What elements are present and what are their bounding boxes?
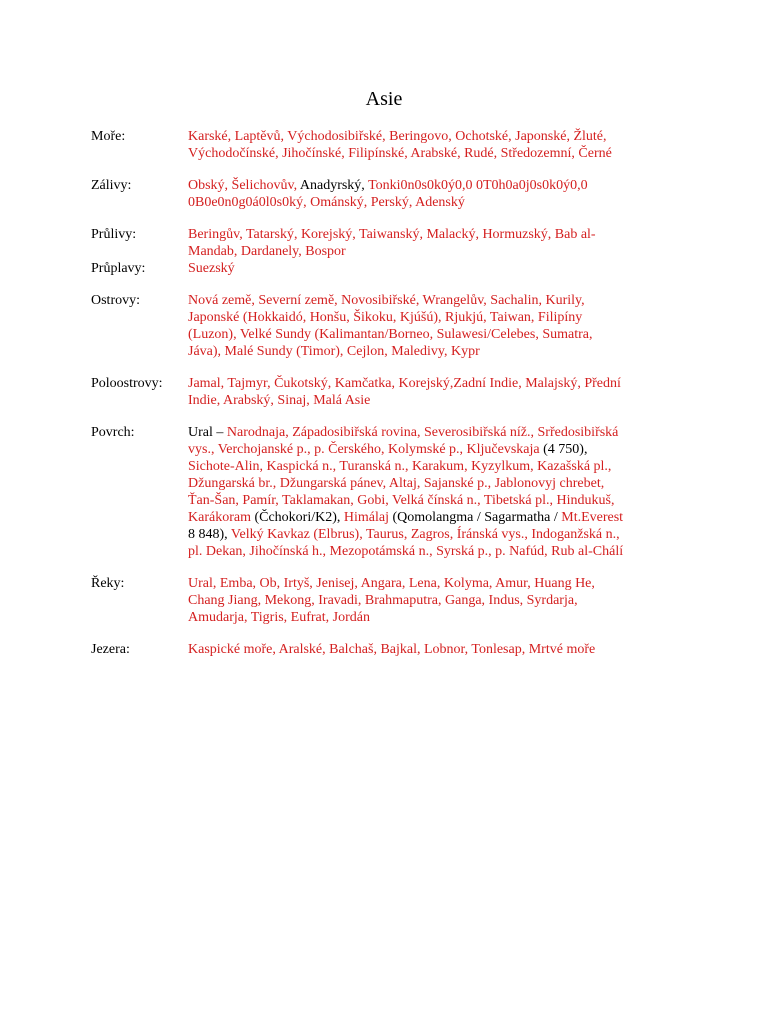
- content-line: [188, 375, 681, 392]
- content-line: [188, 575, 681, 592]
- highlighted-term: Mandab, Dardanely, Bospor: [188, 244, 346, 259]
- section-content: [188, 641, 681, 658]
- plain-text: Ural –: [188, 425, 227, 440]
- highlighted-term: Kaspické moře, Aralské, Balchaš, Bajkal, Lobnor, Tonlesap, Mrtvé moře: [188, 642, 596, 657]
- content-line: [188, 475, 681, 492]
- section-content: [188, 424, 681, 560]
- section-row: [91, 177, 681, 211]
- highlighted-term: Beringův, Tatarský, Korejský, Taiwanský, Malacký, Hormuzský, Bab al-: [188, 227, 596, 242]
- section-content: [188, 128, 681, 162]
- highlighted-term: Himálaj: [343, 510, 393, 525]
- highlighted-term: 0B0e0n0g0á0l0s0ký, Ománský, Perský, Adenský: [188, 195, 465, 210]
- content-line: [188, 641, 681, 658]
- content-line: [188, 177, 681, 194]
- content-line: [188, 309, 681, 326]
- plain-text: (Qomolangma / Sagarmatha /: [392, 510, 562, 525]
- highlighted-term: Amudarja, Tigris, Eufrat, Jordán: [188, 610, 370, 625]
- highlighted-term: Jáva), Malé Sundy (Timor), Cejlon, Maledivy, Kypr: [188, 344, 480, 359]
- content-line: [188, 424, 681, 441]
- section-row: [91, 226, 681, 260]
- content-line: [188, 260, 681, 277]
- section-content: [188, 575, 681, 626]
- section-row: [91, 641, 681, 658]
- section-row: [91, 424, 681, 560]
- section-content: [188, 292, 681, 360]
- content-line: [188, 145, 681, 162]
- content-line: [188, 292, 681, 309]
- highlighted-term: Ural, Emba, Ob, Irtyš, Jenisej, Angara, Lena, Kolyma, Amur, Huang He,: [188, 576, 595, 591]
- section-label: Zálivy:: [91, 178, 132, 193]
- highlighted-term: Suezský: [188, 261, 235, 276]
- content-line: [188, 194, 681, 211]
- highlighted-term: Sichote-Alin, Kaspická n., Turanská n., Karakum, Kyzylkum, Kazašská pl.,: [188, 459, 612, 474]
- section-row: [91, 260, 681, 277]
- section-label: Ostrovy:: [91, 293, 140, 308]
- section-row: [91, 128, 681, 162]
- sections-list: [91, 128, 681, 658]
- section-label: Moře:: [91, 129, 126, 144]
- plain-text: (Čchokori/K2),: [254, 510, 344, 525]
- highlighted-term: Džungarská br., Džungarská pánev, Altaj, Sajanské p., Jablonovyj chrebet,: [188, 476, 605, 491]
- highlighted-term: (Luzon), Velké Sundy (Kalimantan/Borneo, Sulawesi/Celebes, Sumatra,: [188, 327, 593, 342]
- highlighted-term: Jamal, Tajmyr, Čukotský, Kamčatka, Korejský,Zadní Indie, Malajský, Přední: [188, 376, 621, 391]
- highlighted-term: Narodnaja, Západosibiřská rovina, Severosibiřská níž., Srředosibiřská: [226, 425, 619, 440]
- content-line: [188, 441, 681, 458]
- section-content: [188, 260, 681, 277]
- highlighted-term: Chang Jiang, Mekong, Iravadi, Brahmaputra, Ganga, Indus, Syrdarja,: [188, 593, 578, 608]
- highlighted-term: Karákoram: [188, 510, 255, 525]
- content-line: [188, 226, 681, 243]
- section-label: Průplavy:: [91, 261, 146, 276]
- highlighted-term: Indie, Arabský, Sinaj, Malá Asie: [188, 393, 371, 408]
- plain-text: (4 750),: [543, 442, 588, 457]
- content-line: [188, 128, 681, 145]
- content-line: [188, 543, 681, 560]
- content-line: [188, 526, 681, 543]
- highlighted-term: Obský, Šelichovův,: [188, 178, 300, 193]
- content-line: [188, 326, 681, 343]
- content-line: [188, 609, 681, 626]
- plain-text: 8 848),: [188, 527, 231, 542]
- highlighted-term: Východočínské, Jihočínské, Filipínské, Arabské, Rudé, Středozemní, Černé: [188, 146, 612, 161]
- highlighted-term: Ťan-Šan, Pamír, Taklamakan, Gobi, Velká čínská n., Tibetská pl., Hindukuš,: [188, 493, 615, 508]
- section-label: Průlivy:: [91, 227, 137, 242]
- section-row: [91, 575, 681, 626]
- content-line: [188, 343, 681, 360]
- section-label: Jezera:: [91, 642, 130, 657]
- plain-text: Anadyrský,: [299, 178, 369, 193]
- content-line: [188, 509, 681, 526]
- section-label: Povrch:: [91, 425, 135, 440]
- highlighted-term: pl. Dekan, Jihočínská h., Mezopotámská n., Syrská p., p. Nafúd, Rub al-Chálí: [188, 544, 624, 559]
- content-line: [188, 392, 681, 409]
- section-content: [188, 226, 681, 260]
- section-row: [91, 375, 681, 409]
- highlighted-term: Nová země, Severní země, Novosibiřské, Wrangelův, Sachalin, Kurily,: [188, 293, 585, 308]
- content-line: [188, 592, 681, 609]
- content-line: [188, 243, 681, 260]
- section-content: [188, 177, 681, 211]
- section-row: [91, 292, 681, 360]
- highlighted-term: Velký Kavkaz (Elbrus), Taurus, Zagros, Íránská vys., Indoganžská n.,: [230, 527, 620, 542]
- highlighted-term: Karské, Laptěvů, Východosibiřské, Beringovo, Ochotské, Japonské, Žluté,: [188, 129, 607, 144]
- highlighted-term: Japonské (Hokkaidó, Honšu, Šikoku, Kjúšú), Rjukjú, Taiwan, Filipíny: [188, 310, 583, 325]
- section-label: Poloostrovy:: [91, 376, 163, 391]
- content-line: [188, 492, 681, 509]
- page-title: Asie: [365, 88, 403, 110]
- highlighted-term: vys., Verchojanské p., p. Čerského, Kolymské p., Ključevskaja: [188, 442, 544, 457]
- section-content: [188, 375, 681, 409]
- highlighted-term: Mt.Everest: [561, 510, 624, 525]
- content-line: [188, 458, 681, 475]
- highlighted-term: Tonki0n0s0k0ý0,0 0T0h0a0j0s0k0ý0,0: [368, 178, 588, 193]
- section-label: Řeky:: [91, 576, 125, 591]
